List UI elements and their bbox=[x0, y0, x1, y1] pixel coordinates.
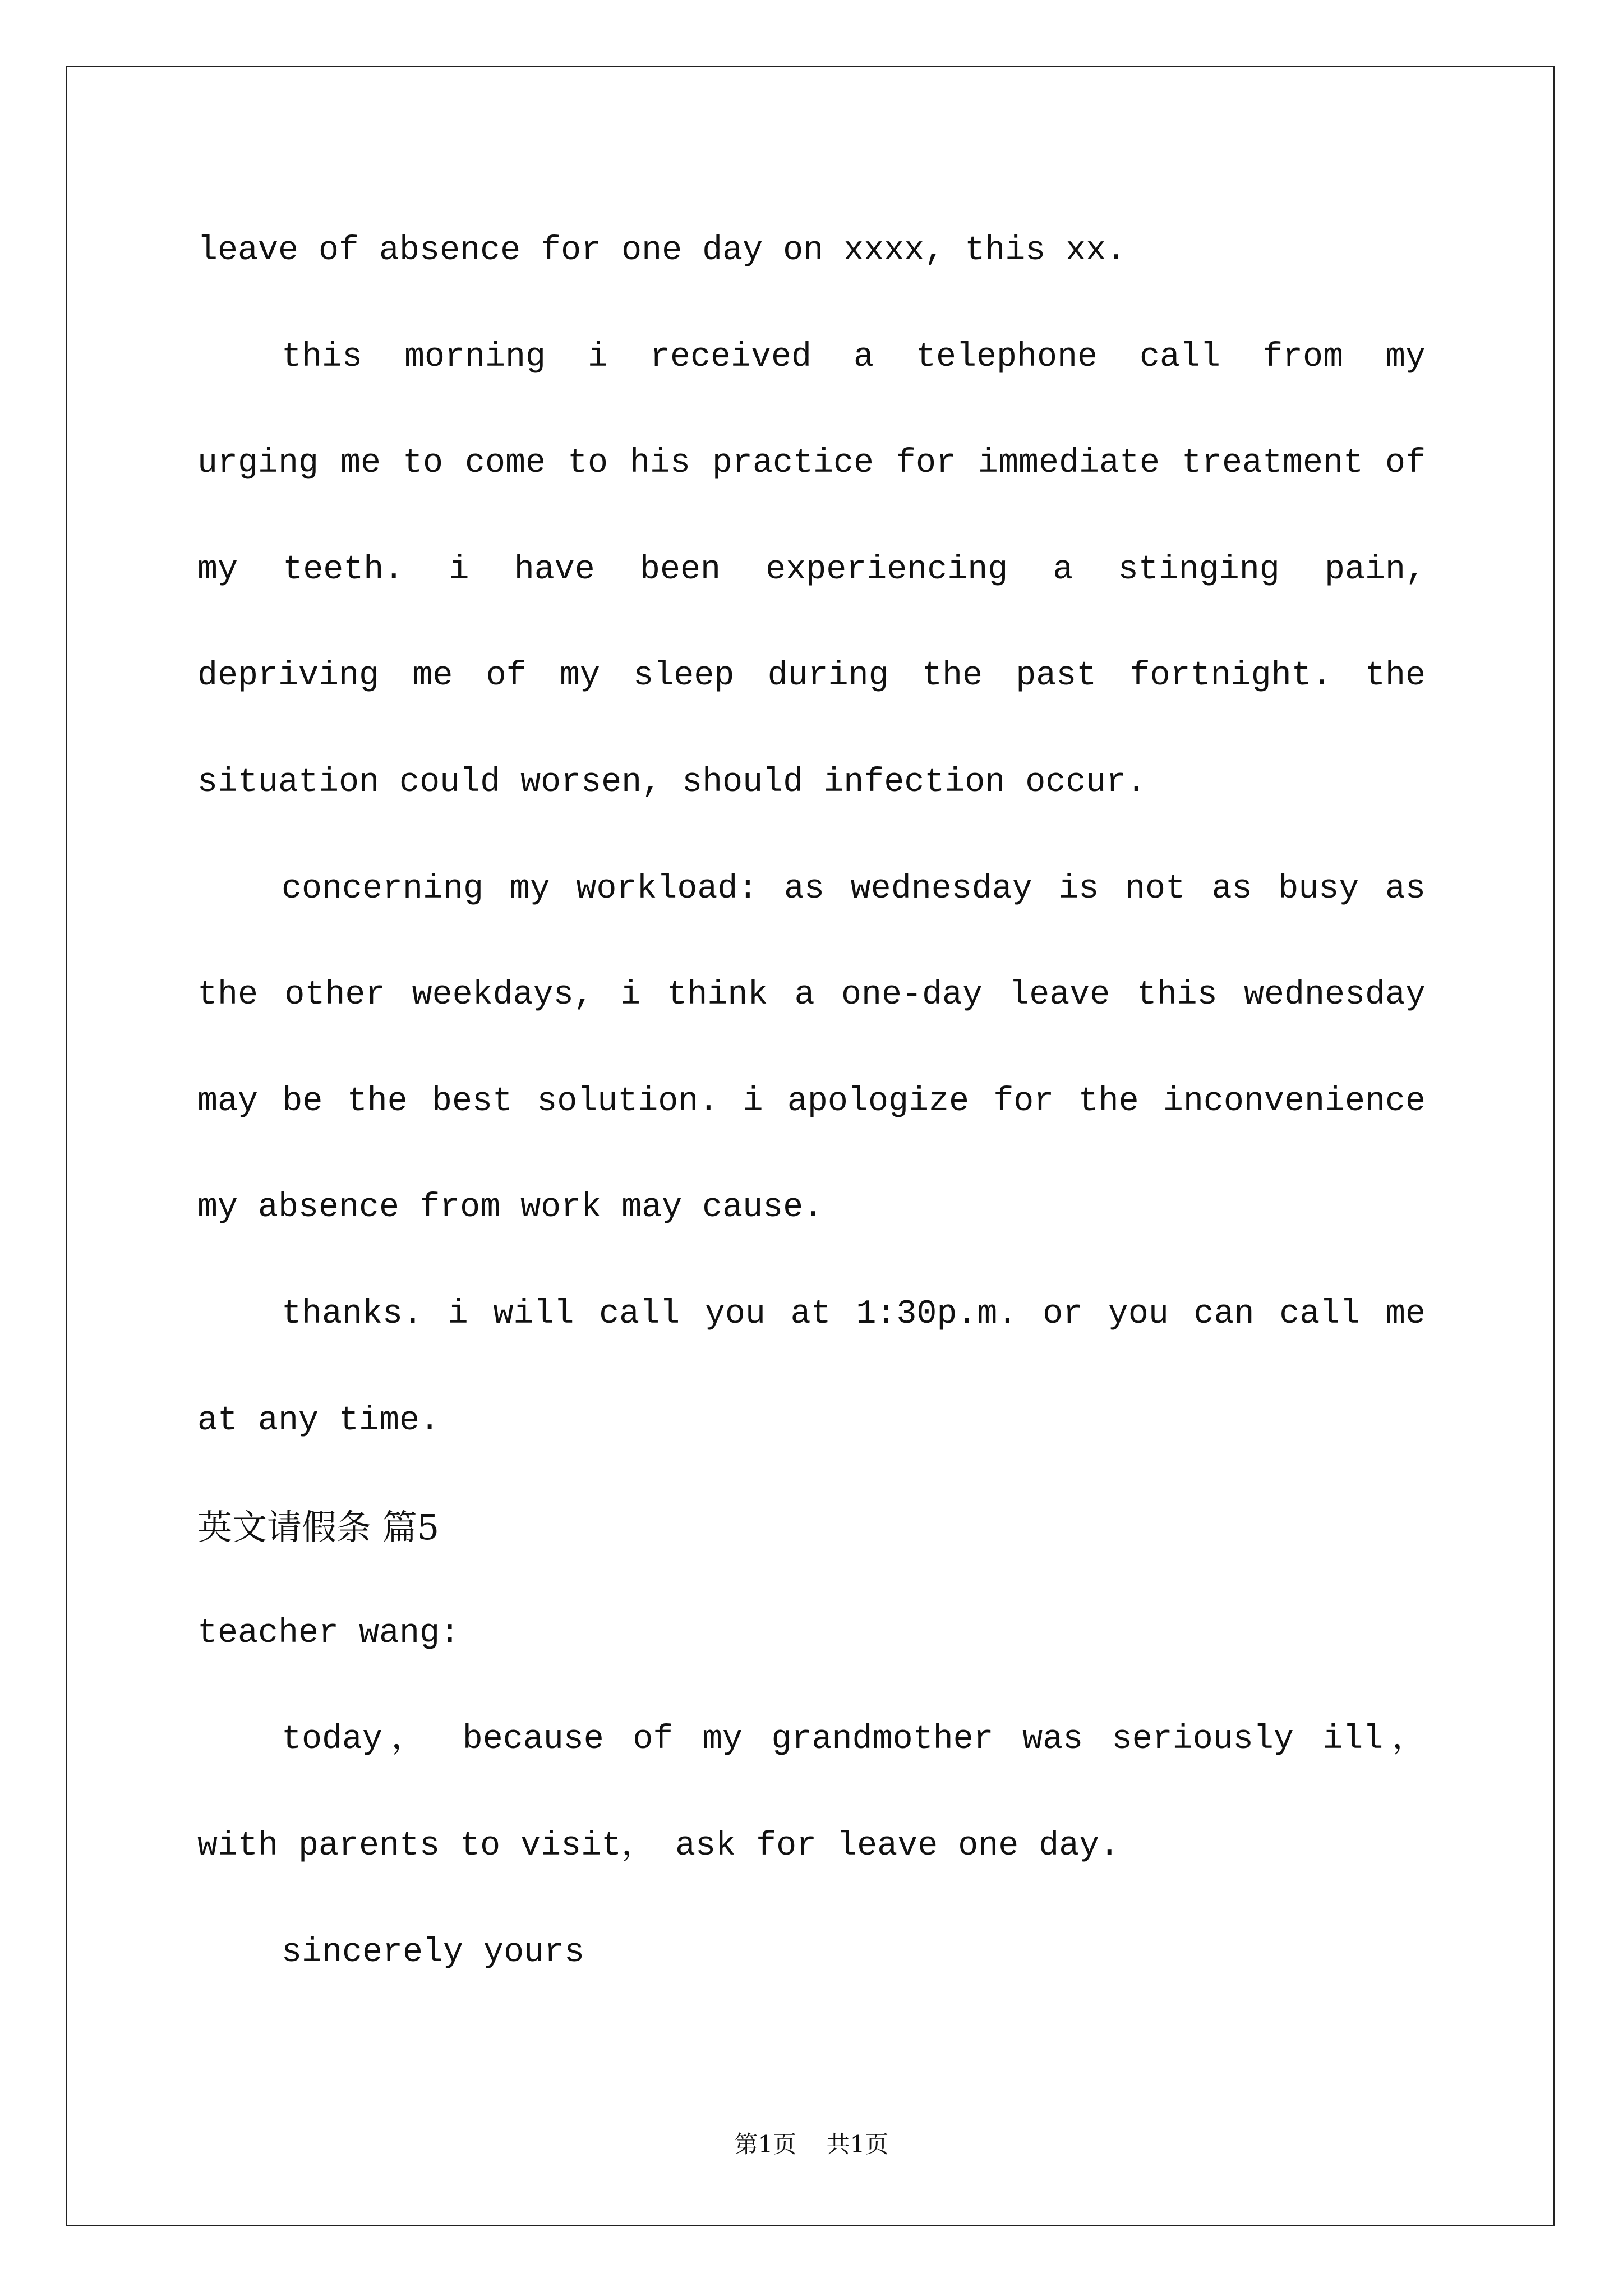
total-pages: 共1页 bbox=[826, 2131, 889, 2158]
text-line: at any time. bbox=[197, 1401, 440, 1440]
text-line: situation could worsen, should infection occur. bbox=[197, 763, 1147, 802]
salutation: teacher wang: bbox=[197, 1614, 460, 1653]
text-line: leave of absence for one day on xxxx, this xx. bbox=[197, 232, 1127, 270]
paragraph-start: this morning i received a telephone call from my bbox=[282, 338, 1426, 376]
paragraph-start: concerning my workload: as wednesday is not as busy as bbox=[282, 869, 1426, 908]
text-line: my absence from work may cause. bbox=[197, 1189, 824, 1227]
page-footer bbox=[0, 2126, 1623, 2160]
closing: sincerely yours bbox=[282, 1933, 585, 1972]
text-line: my teeth. i have been experiencing a stinging pain, bbox=[197, 550, 1426, 589]
paragraph-start: thanks. i will call you at 1:30p.m. or you can call me bbox=[282, 1295, 1426, 1333]
current-page: 第1页 bbox=[734, 2131, 797, 2158]
text-line: the other weekdays, i think a one-day leave this wednesday bbox=[197, 976, 1426, 1015]
paragraph-start: today， because of my grandmother was seriously ill， bbox=[282, 1720, 1426, 1759]
text-line: may be the best solution. i apologize for the inconvenience bbox=[197, 1082, 1426, 1121]
text-line: urging me to come to his practice for immediate treatment of bbox=[197, 444, 1426, 483]
text-line: with parents to visit， ask for leave one day. bbox=[197, 1826, 1120, 1865]
document-body bbox=[197, 198, 1426, 2006]
section-heading: 英文请假条 篇5 bbox=[197, 1507, 440, 1548]
text-line: depriving me of my sleep during the past fortnight. the bbox=[197, 657, 1426, 696]
